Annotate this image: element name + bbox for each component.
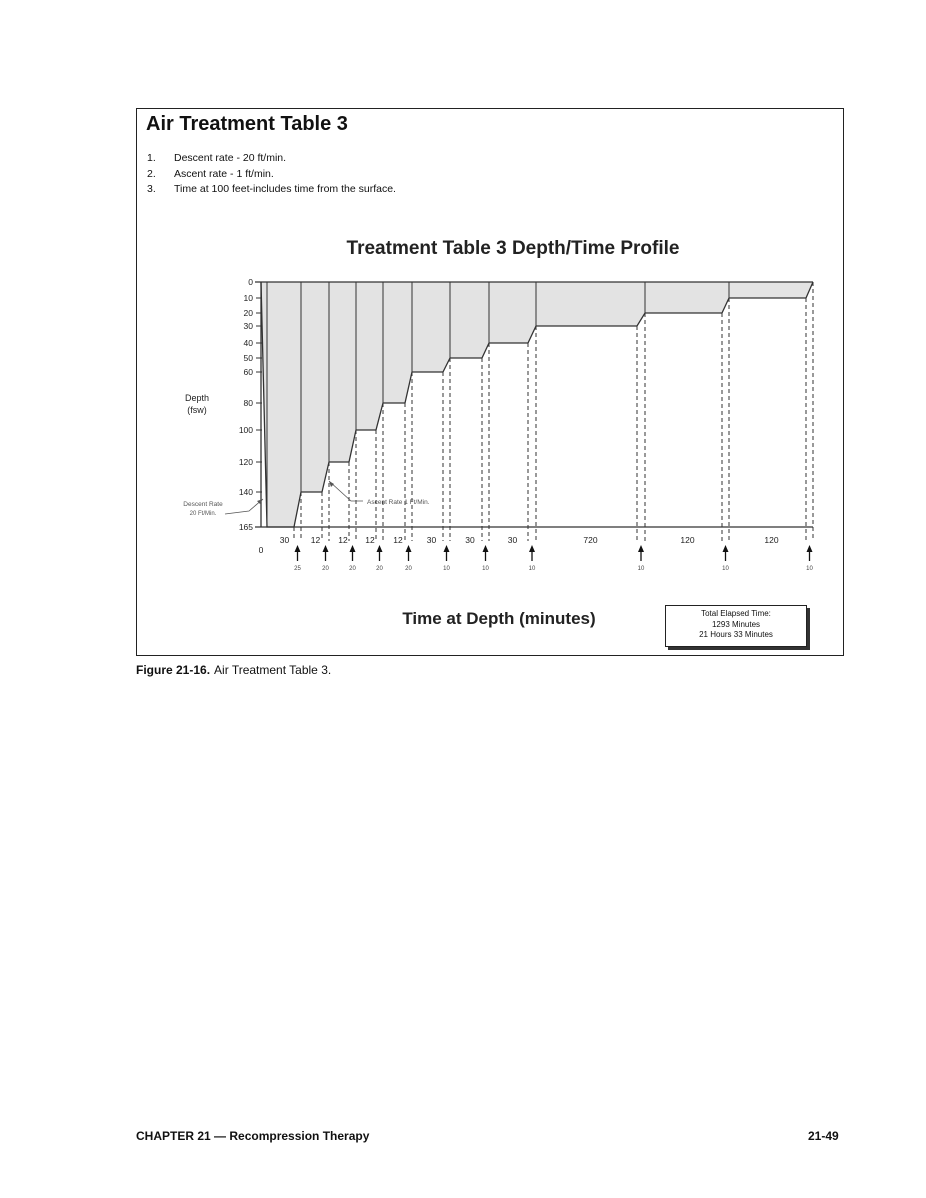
- total-elapsed-label: Total Elapsed Time:: [701, 609, 771, 618]
- ascent-pointer: [329, 481, 363, 501]
- y-tick-label: 30: [243, 321, 253, 331]
- ascent-time-label: 10: [637, 566, 645, 572]
- ascent-arrow-head: [483, 545, 489, 552]
- hold-time-label: 120: [680, 535, 695, 545]
- time-start-label: 0: [258, 545, 264, 555]
- caption-text: Air Treatment Table 3.: [214, 663, 332, 677]
- ascent-time-label: 20: [322, 566, 329, 572]
- depth-time-chart: [137, 109, 842, 654]
- chart-title: Treatment Table 3 Depth/Time Profile: [346, 238, 680, 259]
- total-elapsed-box: [665, 605, 807, 647]
- note-item: 2. Ascent rate - 1 ft/min.: [147, 167, 274, 180]
- y-tick-label: 100: [238, 425, 253, 435]
- x-axis-title: Time at Depth (minutes): [402, 609, 596, 628]
- y-axis-label-line: Depth: [184, 393, 210, 403]
- hold-time-label: 30: [465, 535, 475, 545]
- ascent-time-label: 20: [349, 566, 356, 572]
- descent-rate-label: 20 Ft/Min.: [189, 511, 217, 517]
- note-item: 3. Time at 100 feet-includes time from the surface.: [147, 183, 396, 195]
- total-elapsed-hours: 21 Hours 33 Minutes: [699, 630, 773, 639]
- hold-time-label: 12: [338, 535, 348, 545]
- footer-chapter: CHAPTER 21 — Recompression Therapy: [136, 1129, 370, 1143]
- y-tick-label: 20: [243, 308, 253, 318]
- figure-frame: [136, 108, 844, 656]
- ascent-arrow-head: [350, 545, 356, 552]
- figure-caption: [136, 663, 331, 677]
- hold-time-label: 12: [310, 535, 321, 545]
- note-item: 1. Descent rate - 20 ft/min.: [147, 152, 287, 164]
- y-tick-label: 50: [243, 353, 253, 363]
- ascent-time-label: 10: [443, 566, 450, 572]
- footer-page-number: 21-49: [808, 1129, 839, 1143]
- ascent-rate-label: Ascent Rate 1 Ft/Min.: [367, 499, 430, 506]
- ascent-time-label: 25: [294, 566, 301, 572]
- hold-time-label: 720: [583, 535, 598, 545]
- hold-time-label: 120: [764, 535, 779, 545]
- ascent-time-label: 10: [722, 566, 729, 572]
- hold-time-label: 12: [365, 535, 375, 545]
- ascent-arrow-head: [295, 545, 301, 552]
- hold-time-label: 30: [279, 535, 290, 545]
- ascent-arrow-head: [638, 545, 644, 552]
- y-tick-label: 80: [243, 398, 253, 408]
- y-tick-label: 0: [248, 277, 253, 287]
- total-elapsed-minutes: 1293 Minutes: [711, 619, 761, 629]
- y-axis-label-line: (fsw): [187, 405, 207, 415]
- ascent-arrow-head: [723, 545, 729, 552]
- ascent-arrow-head: [807, 545, 813, 552]
- y-tick-label: 165: [238, 522, 253, 532]
- y-tick-label: 10: [243, 293, 253, 303]
- hold-time-label: 30: [426, 535, 437, 545]
- y-tick-label: 120: [238, 457, 253, 467]
- table-title: Air Treatment Table 3: [146, 113, 348, 135]
- hold-time-label: 12: [393, 535, 403, 545]
- ascent-time-label: 10: [528, 566, 536, 572]
- ascent-arrow-head: [377, 545, 383, 552]
- depth-profile-area: [261, 282, 813, 527]
- ascent-arrow-head: [529, 545, 535, 552]
- ascent-pointer-head: [329, 481, 334, 487]
- ascent-time-label: 20: [376, 566, 383, 572]
- caption-label: Figure 21-16.: [136, 663, 211, 677]
- ascent-time-label: 10: [806, 566, 813, 572]
- ascent-time-label: 10: [482, 566, 489, 572]
- y-tick-label: 40: [243, 338, 253, 348]
- descent-rate-label: Descent Rate: [183, 501, 223, 508]
- ascent-time-label: 20: [405, 566, 412, 572]
- ascent-arrow-head: [406, 545, 412, 552]
- ascent-arrow-head: [323, 545, 329, 552]
- ascent-arrow-head: [444, 545, 450, 552]
- y-tick-label: 60: [243, 367, 253, 377]
- y-tick-label: 140: [238, 487, 253, 497]
- hold-time-label: 30: [507, 535, 518, 545]
